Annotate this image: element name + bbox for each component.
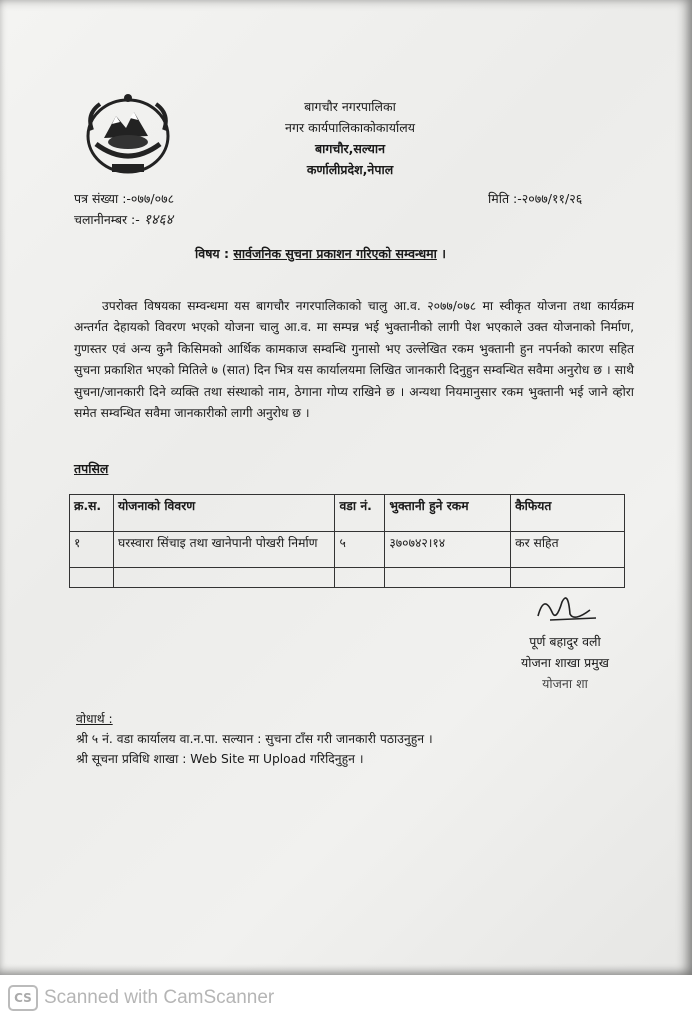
signatory-stamp: योजना शा <box>542 676 588 691</box>
cell-serial: १ <box>70 532 114 568</box>
subject-end: । <box>441 246 446 261</box>
letter-date: मिति :-२०७७/११/२६ <box>488 191 583 206</box>
office-province: कर्णालीप्रदेश,नेपाल <box>306 162 394 177</box>
signatory-title: योजना शाखा प्रमुख <box>521 655 609 670</box>
office-name: बागचौर नगरपालिका <box>304 99 396 114</box>
header-description: योजनाको विवरण <box>113 495 335 532</box>
letter-number: पत्र संख्या :-०७७/०७८ <box>74 191 175 206</box>
body-paragraph <box>74 296 634 424</box>
table-row-empty <box>70 568 625 588</box>
header-serial: क्र.स. <box>70 495 114 532</box>
table-row <box>70 532 625 568</box>
subject-line <box>195 245 446 262</box>
dispatch-number-value: १४६४ <box>143 212 173 228</box>
cell-ward: ५ <box>335 532 385 568</box>
cell-remarks: कर सहित <box>511 532 625 568</box>
office-subtitle: नगर कार्यपालिकाकोकार्यालय <box>285 120 415 135</box>
body-text: उपरोक्त विषयका सम्वन्धमा यस बागचौर नगरपालिकाको चालु आ.व. २०७७/०७८ मा स्वीकृत योजना तथा कार्यक्रम अन्तर्गत देहायको विवरण भएको योजना चालु आ.व. मा सम्पन्न भई भुक्तानीको लागी पेश भएकाले उक्त योजनाको निर्माण, गुणस्तर एवं अन्य कुनै किसिमको आर्थिक कामकाज सम्वन्धि गुनासो भए उल्लेखित रकम भुक्तानी हुन नपर्नको कारण सहित सुचना प्रकाशित भएको मितिले ७ (सात) दिन भित्र यस कार्यालयमा लिखित जानकारी दिनुहुन सम्वन्धित सवैमा अनुरोध छ । साथै सुचना/जानकारी दिने व्यक्ति तथा संस्थाको नाम, ठेगाना गोप्य राखिने छ । अन्यथा नियमानुसार रकम भुक्तानी भई जाने व्होरा समेत सम्वन्धित सवैमा जानकारीको लागी अनुरोध छ । <box>74 299 634 421</box>
signatory-name: पूर्ण बहादुर वली <box>529 634 601 649</box>
cc-label: वोधार्थ : <box>76 712 113 726</box>
subject-text: सार्वजनिक सुचना प्रकाशन गरिएको सम्वन्धमा <box>233 246 437 261</box>
camscanner-footer <box>0 985 274 1011</box>
subject-label: विषय : <box>195 246 230 261</box>
cc-line-ward: श्री ५ नं. वडा कार्यालय वा.न.पा. सल्यान : सुचना टाँस गरी जानकारी पठाउनुहुन । <box>76 732 433 746</box>
nepal-emblem-icon <box>82 90 174 176</box>
signature-scrawl-icon <box>530 592 600 628</box>
table-header-row <box>70 495 625 532</box>
header-ward: वडा नं. <box>335 495 385 532</box>
dispatch-number <box>74 210 173 229</box>
camscanner-logo-icon: CS <box>8 985 38 1011</box>
camscanner-text: Scanned with CamScanner <box>44 987 275 1008</box>
cell-description: घरस्वारा सिंचाइ तथा खानेपानी पोखरी निर्माण <box>113 532 335 568</box>
schedule-heading: तपसिल <box>74 461 109 476</box>
schedule-table <box>69 494 625 588</box>
header-remarks: कैफियत <box>511 495 625 532</box>
cell-amount: ३७०७४२।१४ <box>385 532 511 568</box>
office-address: बागचौर,सल्यान <box>314 141 386 156</box>
header-amount: भुक्तानी हुने रकम <box>385 495 511 532</box>
dispatch-number-label: चलानीनम्बर :- <box>74 212 140 227</box>
cc-line-it: श्री सूचना प्रविधि शाखा : Web Site मा Upload गरिदिनुहुन । <box>76 752 364 766</box>
